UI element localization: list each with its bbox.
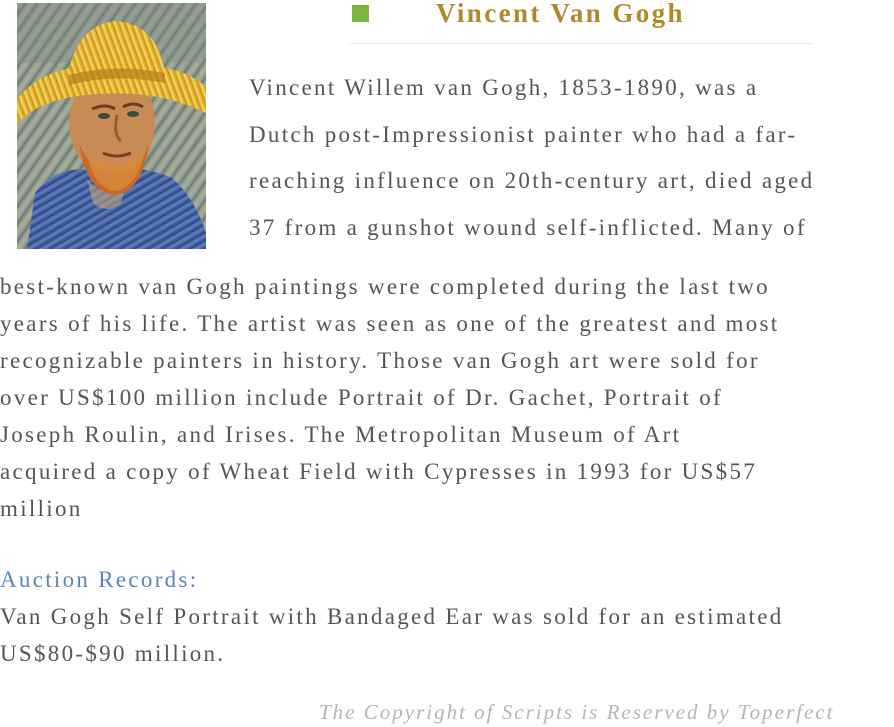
body-line: recognizable painters in history. Those van Gogh art were sold for [0,348,760,373]
portrait-image [17,3,206,249]
title-bullet-icon [352,5,369,22]
intro-line: Dutch post-Impressionist painter who had a far- [249,121,798,147]
body-line: over US$100 million include Portrait of Dr. Gachet, Portrait of [0,385,723,410]
body-line: Joseph Roulin, and Irises. The Metropolitan Museum of Art [0,422,682,447]
intro-line: Vincent Willem van Gogh, 1853-1890, was a [249,75,759,100]
intro-paragraph [249,65,894,251]
intro-line: reaching influence on 20th-century art, died aged [249,168,815,193]
body-line: years of his life. The artist was seen as one of the greatest and most [0,311,780,336]
body-line: million [0,496,83,521]
body-paragraph [0,268,894,527]
body-line: acquired a copy of Wheat Field with Cypresses in 1993 for US$57 [0,459,758,484]
body-line: best-known van Gogh paintings were completed during the last two [0,274,770,299]
auction-records-text [0,598,784,672]
page-title: Vincent Van Gogh [436,0,685,28]
auction-line: US$80-$90 million. [0,641,226,666]
copyright-notice: The Copyright of Scripts is Reserved by Toperfect [319,700,835,724]
auction-line: Van Gogh Self Portrait with Bandaged Ear was sold for an estimated [0,604,784,629]
auction-records-heading: Auction Records: [0,567,199,592]
title-divider [350,43,812,44]
intro-line: 37 from a gunshot wound self-inflicted. Many of [249,214,807,240]
